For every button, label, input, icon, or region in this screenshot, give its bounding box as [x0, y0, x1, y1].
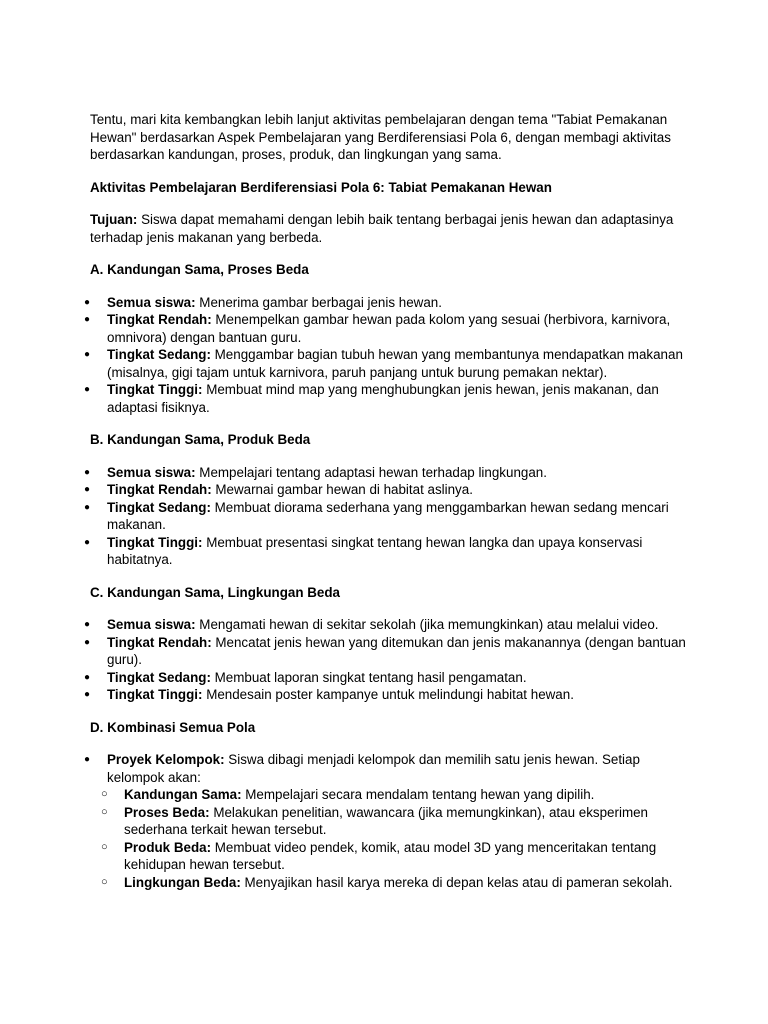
item-text: Membuat diorama sederhana yang menggambarkan hewan sedang mencari makanan.	[107, 499, 669, 532]
sub-item-label: Lingkungan Beda:	[124, 874, 241, 890]
sub-list-item	[107, 804, 690, 839]
list-item	[90, 751, 690, 891]
list-item	[90, 634, 690, 669]
sub-item-label: Produk Beda:	[124, 839, 212, 855]
section-list-a	[90, 294, 690, 417]
item-text: Mencatat jenis hewan yang ditemukan dan jenis makanannya (dengan bantuan guru).	[107, 634, 686, 667]
section-title-d: D. Kombinasi Semua Pola	[90, 719, 256, 735]
list-item	[90, 616, 690, 634]
item-text: Mengamati hewan di sekitar sekolah (jika memungkinkan) atau melalui video.	[195, 617, 659, 632]
item-text: Membuat laporan singkat tentang hasil pengamatan.	[210, 669, 527, 685]
sub-item-text: Melakukan penelitian, wawancara (jika memungkinkan), atau eksperimen sederhana terkait hewan tersebut.	[124, 804, 648, 837]
goal-text: Siswa dapat memahami dengan lebih baik tentang berbagai jenis hewan dan adaptasinya terhadap jenis makanan yang berbeda.	[90, 212, 674, 245]
sub-item-text: Mempelajari secara mendalam tentang hewan yang dipilih.	[241, 787, 595, 802]
list-item	[90, 381, 690, 416]
list-item	[90, 669, 690, 687]
item-label: Tingkat Sedang:	[107, 499, 211, 515]
list-item	[90, 346, 690, 381]
goal-label: Tujuan:	[90, 212, 138, 227]
goal-paragraph	[90, 211, 690, 246]
item-label: Tingkat Sedang:	[107, 347, 211, 362]
list-item	[90, 499, 690, 534]
sub-list-item	[107, 839, 690, 874]
item-text: Mendesain poster kampanye untuk melindungi habitat hewan.	[202, 687, 574, 702]
list-item	[90, 294, 690, 312]
item-label: Semua siswa:	[107, 464, 196, 480]
item-label: Tingkat Tinggi:	[107, 687, 203, 702]
item-text: Membuat presentasi singkat tentang hewan langka dan upaya konservasi habitatnya.	[107, 534, 643, 567]
sub-list-item	[107, 874, 690, 892]
sub-item-text: Menyajikan hasil karya mereka di depan kelas atau di pameran sekolah.	[240, 874, 673, 890]
intro-paragraph: Tentu, mari kita kembangkan lebih lanjut aktivitas pembelajaran dengan tema "Tabiat Pemakanan Hewan" berdasarkan Aspek Pembelajaran yang Berdiferensiasi Pola 6, dengan membagi aktivitas berdasarkan kandungan, proses, produk, dan lingkungan yang sama.	[90, 112, 671, 162]
section-list-d	[90, 751, 690, 891]
list-item	[90, 686, 690, 704]
section-title-c: C. Kandungan Sama, Lingkungan Beda	[90, 584, 340, 600]
list-item	[90, 464, 690, 482]
item-label: Tingkat Rendah:	[107, 634, 212, 650]
item-text: Menempelkan gambar hewan pada kolom yang sesuai (herbivora, karnivora, omnivora) dengan bantuan guru.	[107, 312, 671, 345]
sub-item-label: Kandungan Sama:	[124, 787, 242, 802]
list-item	[90, 481, 690, 499]
item-text: Menerima gambar berbagai jenis hewan.	[195, 294, 442, 310]
list-item	[90, 311, 690, 346]
section-title-a: A. Kandungan Sama, Proses Beda	[90, 262, 309, 277]
item-text: Menggambar bagian tubuh hewan yang membantunya mendapatkan makanan (misalnya, gigi tajam untuk karnivora, paruh panjang untuk burung pemakan nektar).	[107, 347, 683, 380]
item-label: Tingkat Rendah:	[107, 312, 212, 327]
item-text: Mempelajari tentang adaptasi hewan terhadap lingkungan.	[195, 464, 547, 480]
item-label: Semua siswa:	[107, 294, 196, 310]
item-text: Mewarnai gambar hewan di habitat aslinya.	[211, 482, 473, 497]
item-label: Proyek Kelompok:	[107, 752, 225, 767]
document-heading: Aktivitas Pembelajaran Berdiferensiasi Pola 6: Tabiat Pemakanan Hewan	[90, 179, 552, 195]
section-list-c	[90, 616, 690, 704]
section-title-b: B. Kandungan Sama, Produk Beda	[90, 432, 311, 447]
sub-list	[107, 786, 690, 891]
list-item	[90, 534, 690, 569]
item-text: Membuat mind map yang menghubungkan jenis hewan, jenis makanan, dan adaptasi fisiknya.	[107, 382, 659, 415]
item-label: Semua siswa:	[107, 617, 196, 632]
sub-item-label: Proses Beda:	[124, 804, 210, 820]
item-label: Tingkat Tinggi:	[107, 382, 203, 397]
sub-list-item	[107, 786, 690, 804]
item-label: Tingkat Tinggi:	[107, 534, 203, 550]
item-text: Siswa dibagi menjadi kelompok dan memilih satu jenis hewan. Setiap kelompok akan:	[107, 752, 640, 785]
item-label: Tingkat Sedang:	[107, 669, 211, 685]
section-list-b	[90, 464, 690, 569]
sub-item-text: Membuat video pendek, komik, atau model 3D yang menceritakan tentang kehidupan hewan tersebut.	[124, 839, 657, 872]
item-label: Tingkat Rendah:	[107, 482, 212, 497]
document-content	[90, 111, 690, 906]
